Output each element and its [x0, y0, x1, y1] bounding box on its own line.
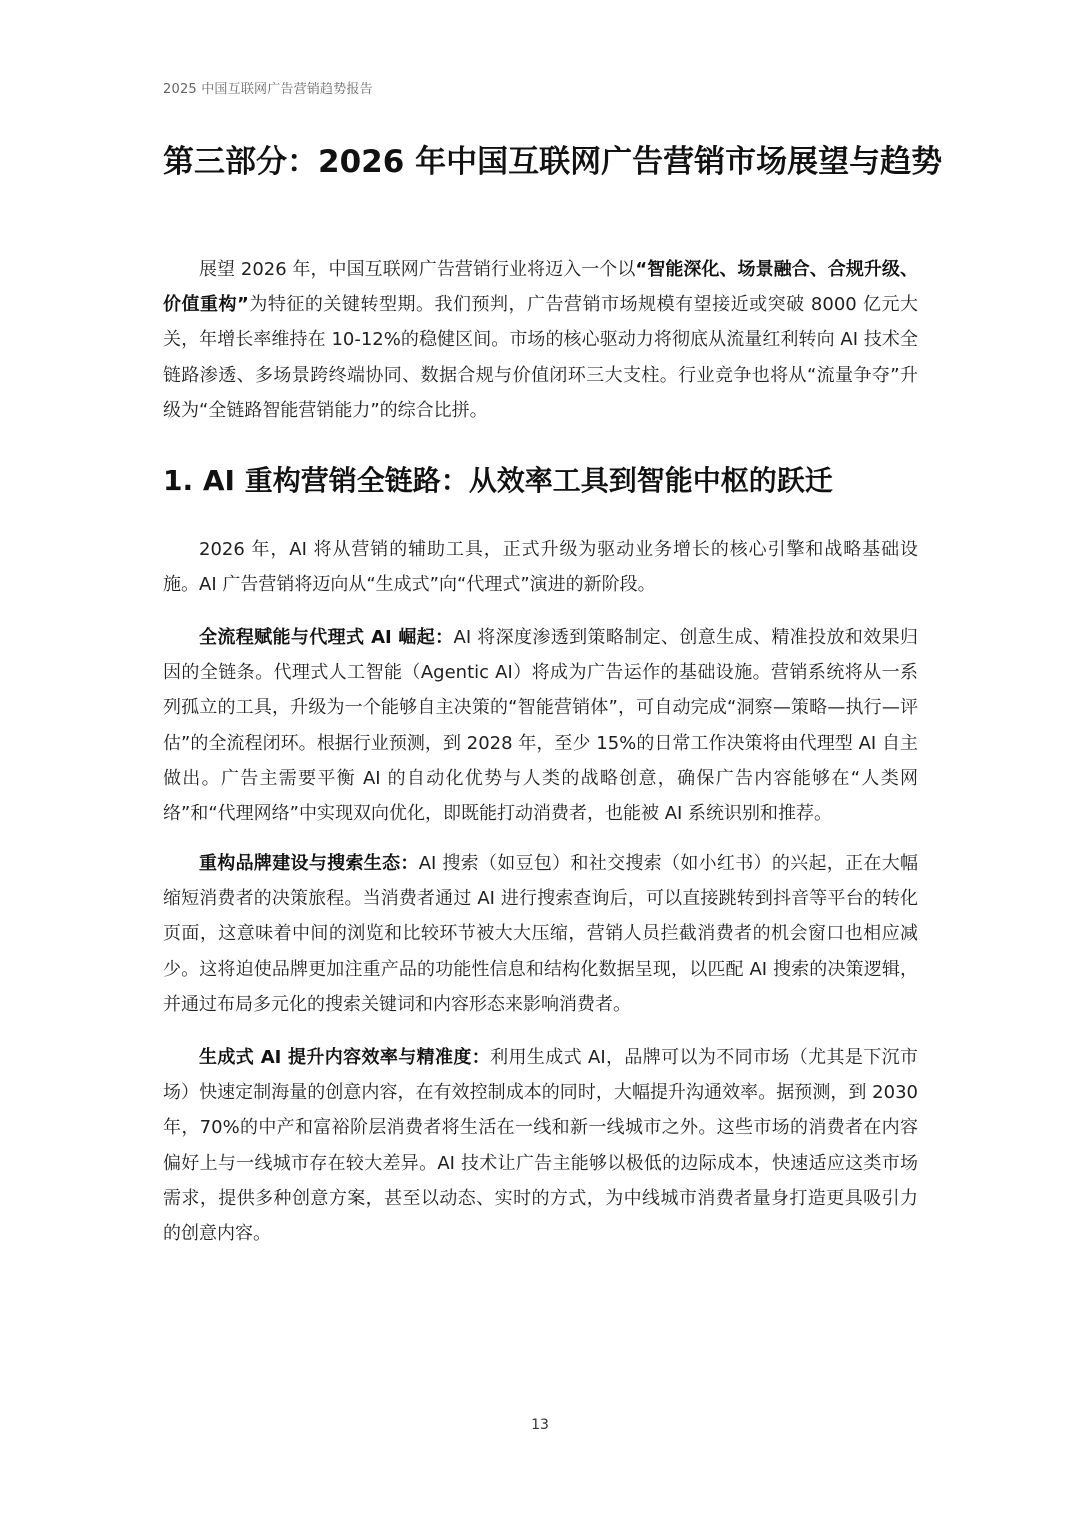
section-title: 1. AI 重构营销全链路：从效率工具到智能中枢的跃迁 — [163, 464, 833, 497]
section-paragraph-overview — [163, 532, 918, 602]
section-paragraph-generative-ai — [163, 1040, 918, 1251]
paragraph-heading: 全流程赋能与代理式 AI 崛起： — [199, 627, 454, 648]
paragraph-text: AI 搜索（如豆包）和社交搜索（如小红书）的兴起，正在大幅缩短消费者的决策旅程。当消费者通过 AI 进行搜索查询后，可以直接跳转到抖音等平台的转化页面，这意味着中间的浏览和比较环节被大大压缩，营销人员拦截消费者的机会窗口也相应减少。这将迫使品牌更加注重产品的功能性信息和结构化数据呈现，以匹配 AI 搜索的决策逻辑，并通过布局多元化的搜索关键词和内容形态来影响消费者。 — [163, 853, 919, 1015]
section-paragraph-agentic-ai — [163, 620, 918, 831]
page-number: 13 — [531, 1417, 549, 1433]
intro-emphasis-text: “智能深化、场景融合、合规升级、价值重构” — [163, 259, 918, 316]
running-header: 2025 中国互联网广告营销趋势报告 — [163, 82, 373, 97]
paragraph-text: 利用生成式 AI，品牌可以为不同市场（尤其是下沉市场）快速定制海量的创意内容，在有效控制成本的同时，大幅提升沟通效率。据预测，到 2030 年，70%的中产和富裕阶层消费者将生活在一线和新一线城市之外。这些市场的消费者在内容偏好上与一线城市存在较大差异。AI 技术让广告主能够以极低的边际成本，快速适应这类市场需求，提供多种创意方案，甚至以动态、实时的方式，为中线城市消费者量身打造更具吸引力的创意内容。 — [163, 1047, 918, 1245]
paragraph-text: 2026 年，AI 将从营销的辅助工具，正式升级为驱动业务增长的核心引擎和战略基础设施。AI 广告营销将迈向从“生成式”向“代理式”演进的新阶段。 — [163, 539, 918, 596]
intro-rest-text: 为特征的关键转型期。我们预判，广告营销市场规模有望接近或突破 8000 亿元大关，年增长率维持在 10-12%的稳健区间。市场的核心驱动力将彻底从流量红利转向 AI 技术全链路渗透、多场景跨终端协同、数据合规与价值闭环三大支柱。行业竞争也将从“流量争夺”升级为“全链路智能营销能力”的综合比拼。 — [163, 294, 918, 421]
part-title: 第三部分：2026 年中国互联网广告营销市场展望与趋势 — [163, 144, 943, 180]
paragraph-heading: 重构品牌建设与搜索生态： — [199, 853, 419, 874]
intro-paragraph — [163, 252, 918, 428]
paragraph-heading: 生成式 AI 提升内容效率与精准度： — [199, 1047, 491, 1068]
section-paragraph-search-ecosystem — [163, 846, 918, 1022]
intro-lead-text: 展望 2026 年，中国互联网广告营销行业将迈入一个以 — [199, 259, 636, 280]
paragraph-text: AI 将深度渗透到策略制定、创意生成、精准投放和效果归因的全链条。代理式人工智能（Agentic AI）将成为广告运作的基础设施。营销系统将从一系列孤立的工具，升级为一个能够自主决策的“智能营销体”，可自动完成“洞察—策略—执行—评估”的全流程闭环。根据行业预测，到 2028 年，至少 15%的日常工作决策将由代理型 AI 自主做出。广告主需要平衡 AI 的自动化优势与人类的战略创意，确保广告内容能够在“人类网络”和“代理网络”中实现双向优化，即既能打动消费者，也能被 AI 系统识别和推荐。 — [163, 627, 918, 825]
